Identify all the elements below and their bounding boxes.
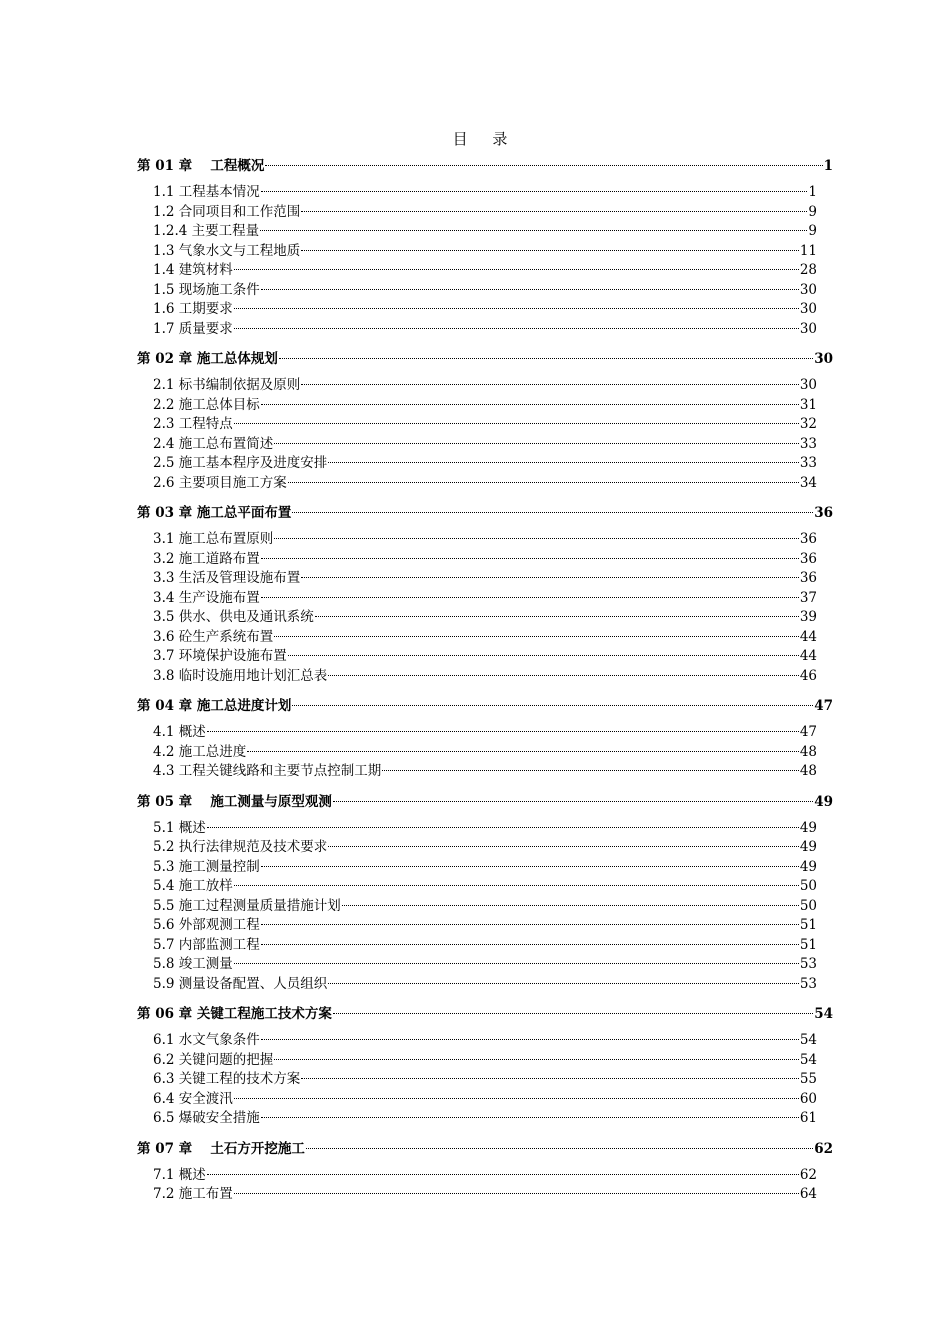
toc-section-label: 6.4 安全渡汛 (153, 1090, 233, 1107)
toc-leader-dots (261, 1117, 799, 1118)
toc-section-label: 4.2 施工总进度 (153, 743, 247, 760)
toc-section-page: 31 (799, 396, 817, 413)
toc-leader-dots (247, 751, 799, 752)
toc-section-label: 2.1 标书编制依据及原则 (153, 377, 301, 393)
toc-leader-dots (261, 866, 799, 867)
toc-section-page: 9 (808, 223, 817, 239)
toc-leader-dots (328, 462, 799, 463)
toc-section-label: 3.5 供水、供电及通讯系统 (153, 609, 314, 625)
toc-section-label: 2.6 主要项目施工方案 (153, 474, 287, 491)
toc-section-entry[interactable] (137, 415, 833, 435)
toc-leader-dots (301, 211, 807, 212)
toc-section-page: 54 (799, 1032, 817, 1048)
toc-section-entry[interactable] (137, 936, 833, 956)
toc-section-entry[interactable] (137, 838, 833, 858)
toc-leader-dots (261, 944, 799, 945)
toc-section-label: 1.1 工程基本情况 (153, 184, 260, 200)
toc-leader-dots (207, 827, 799, 828)
toc-chapter-entry[interactable] (137, 349, 833, 370)
toc-leader-dots (333, 801, 813, 802)
toc-section-page: 60 (799, 1090, 817, 1107)
toc-chapter-page: 1 (823, 158, 833, 174)
toc-leader-dots (301, 250, 799, 251)
toc-section-entry[interactable] (137, 435, 833, 455)
toc-section-entry[interactable] (137, 550, 833, 570)
toc-section-entry[interactable] (137, 743, 833, 763)
toc-section-label: 5.4 施工放样 (153, 878, 233, 894)
toc-section-label: 3.1 施工总布置原则 (153, 531, 274, 547)
toc-section-page: 39 (799, 609, 817, 625)
toc-chapter-page: 30 (814, 351, 833, 367)
toc-section-page: 28 (799, 262, 817, 278)
toc-section-page: 49 (799, 819, 817, 836)
toc-leader-dots (288, 655, 799, 656)
toc-chapter-entry[interactable] (137, 1139, 833, 1160)
toc-section-page: 53 (799, 975, 817, 992)
toc-chapter (137, 696, 833, 782)
table-of-contents (137, 156, 833, 1214)
toc-section-page: 44 (799, 628, 817, 645)
toc-section-page: 48 (799, 743, 817, 760)
toc-section-entry[interactable] (137, 877, 833, 897)
toc-chapter-label: 第 03 章 施工总平面布置 (137, 505, 292, 521)
toc-section-page: 34 (799, 474, 817, 491)
toc-leader-dots (301, 384, 799, 385)
toc-leader-dots (292, 512, 813, 513)
toc-section-page: 46 (799, 667, 817, 684)
toc-section-entry[interactable] (137, 203, 833, 223)
toc-section-page: 30 (799, 377, 817, 393)
toc-section-page: 54 (799, 1051, 817, 1068)
toc-leader-dots (261, 924, 799, 925)
toc-chapter (137, 1139, 833, 1205)
toc-section-label: 1.5 现场施工条件 (153, 281, 260, 298)
toc-section-label: 3.4 生产设施布置 (153, 589, 260, 606)
toc-leader-dots (279, 358, 813, 359)
toc-section-page: 32 (799, 416, 817, 432)
toc-section-entry[interactable] (137, 1109, 833, 1129)
toc-section-label: 6.1 水文气象条件 (153, 1032, 260, 1048)
toc-section-entry[interactable] (137, 628, 833, 648)
toc-leader-dots (301, 577, 799, 578)
toc-chapter-label: 第 04 章 施工总进度计划 (137, 698, 292, 714)
toc-chapter-page: 54 (814, 1006, 833, 1022)
toc-section-entry[interactable] (137, 1031, 833, 1051)
toc-section-label: 2.3 工程特点 (153, 416, 233, 432)
toc-chapter (137, 1004, 833, 1129)
toc-leader-dots (265, 165, 822, 166)
toc-section-label: 7.1 概述 (153, 1166, 206, 1183)
toc-section-label: 5.9 测量设备配置、人员组织 (153, 975, 328, 992)
toc-section-label: 4.1 概述 (153, 724, 206, 740)
toc-section-label: 7.2 施工布置 (153, 1186, 233, 1202)
toc-section-page: 48 (799, 763, 817, 779)
toc-section-page: 33 (799, 455, 817, 471)
toc-section-label: 1.2 合同项目和工作范围 (153, 203, 301, 220)
toc-section-page: 51 (799, 917, 817, 933)
toc-section-entry[interactable] (137, 261, 833, 281)
toc-section-entry[interactable] (137, 183, 833, 203)
toc-section-label: 1.4 建筑材料 (153, 262, 233, 278)
toc-leader-dots (301, 1078, 799, 1079)
toc-leader-dots (382, 770, 799, 771)
toc-section-label: 3.8 临时设施用地计划汇总表 (153, 667, 328, 684)
toc-section-label: 5.5 施工过程测量质量措施计划 (153, 897, 341, 914)
toc-section-entry[interactable] (137, 222, 833, 242)
toc-section-entry[interactable] (137, 281, 833, 301)
toc-chapter-label: 第 07 章 土石方开挖施工 (137, 1140, 305, 1157)
toc-leader-dots (207, 1174, 799, 1175)
toc-section-page: 36 (799, 550, 817, 567)
toc-chapter-page: 62 (814, 1140, 833, 1157)
toc-section-label: 3.2 施工道路布置 (153, 550, 260, 567)
toc-chapter-entry[interactable] (137, 156, 833, 177)
toc-leader-dots (315, 616, 799, 617)
toc-section-entry[interactable] (137, 396, 833, 416)
toc-section-label: 5.6 外部观测工程 (153, 917, 260, 933)
toc-leader-dots (234, 1098, 799, 1099)
toc-chapter (137, 503, 833, 686)
toc-section-entry[interactable] (137, 569, 833, 589)
toc-section-page: 53 (799, 956, 817, 972)
toc-chapter-entry[interactable] (137, 696, 833, 717)
toc-section-label: 5.1 概述 (153, 819, 206, 836)
toc-leader-dots (234, 328, 799, 329)
toc-section-page: 37 (799, 589, 817, 606)
toc-leader-dots (328, 675, 799, 676)
toc-section-label: 2.2 施工总体目标 (153, 396, 260, 413)
toc-chapter-page: 36 (814, 505, 833, 521)
toc-section-label: 5.8 竣工测量 (153, 956, 233, 972)
toc-leader-dots (234, 885, 799, 886)
toc-section-entry[interactable] (137, 1166, 833, 1186)
toc-section-label: 6.5 爆破安全措施 (153, 1110, 260, 1126)
toc-section-label: 4.3 工程关键线路和主要节点控制工期 (153, 763, 382, 779)
toc-leader-dots (234, 963, 799, 964)
toc-leader-dots (274, 443, 799, 444)
toc-chapter (137, 156, 833, 339)
toc-section-label: 3.6 砼生产系统布置 (153, 628, 274, 645)
toc-section-label: 6.2 关键问题的把握 (153, 1051, 274, 1068)
toc-leader-dots (261, 404, 799, 405)
toc-section-label: 5.3 施工测量控制 (153, 858, 260, 875)
toc-chapter (137, 349, 833, 493)
toc-section-page: 44 (799, 648, 817, 664)
toc-section-label: 6.3 关键工程的技术方案 (153, 1071, 301, 1087)
toc-chapter-label: 第 02 章 施工总体规划 (137, 351, 278, 367)
toc-section-entry[interactable] (137, 897, 833, 917)
toc-section-page: 62 (799, 1166, 817, 1183)
toc-chapter-entry[interactable] (137, 792, 833, 813)
toc-section-label: 3.7 环境保护设施布置 (153, 648, 287, 664)
toc-chapter-page: 47 (814, 698, 833, 714)
toc-chapter (137, 792, 833, 995)
toc-section-page: 30 (799, 301, 817, 317)
toc-section-page: 49 (799, 839, 817, 855)
toc-section-page: 55 (799, 1071, 817, 1087)
toc-section-entry[interactable] (137, 589, 833, 609)
toc-leader-dots (260, 230, 807, 231)
toc-section-entry[interactable] (137, 647, 833, 667)
toc-section-label: 5.2 执行法律规范及技术要求 (153, 839, 328, 855)
toc-section-entry[interactable] (137, 667, 833, 687)
toc-leader-dots (342, 905, 799, 906)
toc-section-label: 2.5 施工基本程序及进度安排 (153, 455, 328, 471)
toc-section-entry[interactable] (137, 916, 833, 936)
toc-leader-dots (234, 1193, 799, 1194)
toc-chapter-page: 49 (814, 793, 833, 810)
toc-section-entry[interactable] (137, 1185, 833, 1205)
toc-leader-dots (328, 846, 799, 847)
toc-section-entry[interactable] (137, 762, 833, 782)
toc-section-entry[interactable] (137, 1090, 833, 1110)
toc-leader-dots (288, 482, 799, 483)
toc-section-entry[interactable] (137, 474, 833, 494)
toc-section-entry[interactable] (137, 1051, 833, 1071)
toc-section-page: 50 (799, 878, 817, 894)
toc-section-page: 61 (799, 1110, 817, 1126)
toc-section-page: 11 (799, 242, 817, 259)
toc-section-entry[interactable] (137, 955, 833, 975)
toc-section-page: 50 (799, 897, 817, 914)
toc-section-label: 1.2.4 主要工程量 (153, 223, 260, 239)
toc-leader-dots (261, 1039, 799, 1040)
toc-section-page: 30 (799, 320, 817, 337)
toc-section-entry[interactable] (137, 530, 833, 550)
toc-section-entry[interactable] (137, 320, 833, 340)
toc-section-entry[interactable] (137, 376, 833, 396)
toc-section-page: 47 (799, 724, 817, 740)
toc-chapter-label: 第 06 章 关键工程施工技术方案 (137, 1006, 332, 1022)
toc-leader-dots (306, 1148, 813, 1149)
toc-leader-dots (261, 597, 799, 598)
toc-section-label: 3.3 生活及管理设施布置 (153, 570, 301, 586)
toc-leader-dots (234, 308, 799, 309)
toc-section-label: 1.6 工期要求 (153, 301, 233, 317)
toc-section-label: 1.3 气象水文与工程地质 (153, 242, 301, 259)
toc-section-page: 1 (808, 184, 817, 200)
toc-section-entry[interactable] (137, 300, 833, 320)
toc-leader-dots (333, 1013, 813, 1014)
toc-leader-dots (261, 558, 799, 559)
toc-section-page: 49 (799, 858, 817, 875)
toc-section-entry[interactable] (137, 723, 833, 743)
toc-section-page: 9 (808, 203, 817, 220)
toc-section-page: 36 (799, 570, 817, 586)
toc-title: 目 录 (452, 130, 518, 148)
toc-chapter-label: 第 01 章 工程概况 (137, 158, 265, 174)
toc-section-page: 51 (799, 936, 817, 953)
toc-section-label: 2.4 施工总布置简述 (153, 435, 274, 452)
toc-leader-dots (234, 423, 799, 424)
toc-chapter-label: 第 05 章 施工测量与原型观测 (137, 793, 332, 810)
toc-leader-dots (328, 983, 799, 984)
toc-section-page: 30 (799, 281, 817, 298)
toc-section-entry[interactable] (137, 858, 833, 878)
toc-section-page: 33 (799, 435, 817, 452)
toc-leader-dots (234, 269, 799, 270)
toc-section-entry[interactable] (137, 608, 833, 628)
toc-section-page: 64 (799, 1186, 817, 1202)
toc-section-page: 36 (799, 531, 817, 547)
toc-leader-dots (261, 289, 799, 290)
toc-section-entry[interactable] (137, 819, 833, 839)
toc-section-entry[interactable] (137, 454, 833, 474)
toc-chapter-entry[interactable] (137, 503, 833, 524)
toc-leader-dots (274, 538, 799, 539)
toc-leader-dots (292, 705, 813, 706)
toc-section-entry[interactable] (137, 975, 833, 995)
toc-chapter-entry[interactable] (137, 1004, 833, 1025)
toc-leader-dots (207, 731, 799, 732)
toc-section-label: 5.7 内部监测工程 (153, 936, 260, 953)
toc-section-label: 1.7 质量要求 (153, 320, 233, 337)
toc-section-entry[interactable] (137, 242, 833, 262)
toc-leader-dots (274, 636, 799, 637)
toc-section-entry[interactable] (137, 1070, 833, 1090)
toc-leader-dots (261, 191, 808, 192)
toc-leader-dots (274, 1059, 799, 1060)
